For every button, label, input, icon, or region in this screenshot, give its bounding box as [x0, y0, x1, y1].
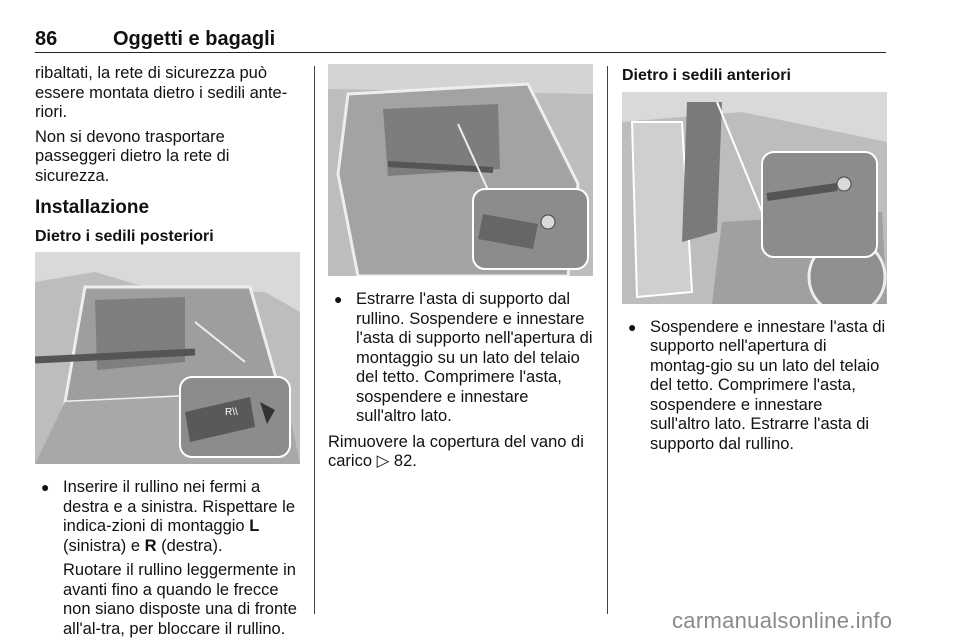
- column-3: [622, 64, 887, 454]
- column-2: [328, 64, 593, 477]
- figure-rear-seats-illustration: [35, 252, 300, 464]
- bullet-dot: ●: [334, 291, 343, 307]
- column-divider-2: [607, 66, 608, 614]
- page-number: 86: [35, 28, 58, 50]
- page-header: [35, 22, 886, 53]
- right-triangle-reference-icon: ▷: [376, 452, 390, 470]
- subsection-title-rear-seats: Dietro i sedili posteriori: [35, 227, 214, 245]
- intro-text: ribaltati, la rete di sicurezza può essere montata dietro i sedili ante-riori.: [35, 64, 288, 121]
- figure-label: R\\: [225, 407, 238, 418]
- cargo-cover-instruction: Rimuovere la copertura del vano di carico: [328, 432, 584, 470]
- bullet-dot: ●: [628, 318, 637, 335]
- page-title: Oggetti e bagagli: [113, 28, 276, 50]
- column-divider-1: [314, 66, 315, 614]
- list-item: [328, 290, 593, 427]
- bullet-text-part1: Inserire il rullino nei fermi a destra e a sinistra. Rispettare le indica-zioni di montaggio: [63, 478, 296, 535]
- subsection-title-front-seats: Dietro i sedili anteriori: [622, 67, 791, 84]
- bullet-text: Sospendere e innestare l'asta di supporto nell'apertura di montag-gio su un lato del telaio del tetto. Comprimere l'asta, sospendere e innestare sull'altro lato. Estrarre l'asta di supporto dal rullino.: [650, 317, 886, 453]
- figure-rod-illustration: [328, 64, 593, 276]
- section-title-installazione: Installazione: [35, 197, 150, 218]
- column-1: [35, 64, 300, 639]
- reference-page: 82.: [393, 452, 417, 470]
- bullet-continuation: Ruotare il rullino leggermente in avanti fino a quando le frecce non siano disposte una di fronte all'al-tra, per bloccare il rullino.: [63, 561, 297, 638]
- safety-note: Non si devono trasportare passeggeri dietro la rete di sicurezza.: [35, 127, 230, 185]
- bullet-left-symbol: L: [249, 517, 260, 535]
- bullet-text-part3: (destra).: [156, 536, 223, 555]
- figure-front-seats-illustration: [622, 92, 887, 304]
- list-item: [622, 318, 887, 455]
- cargo-cover-text: [328, 433, 593, 472]
- bullet-text: Estrarre l'asta di supporto dal rullino. Sospendere e innestare l'asta di supporto nell'apertura di montaggio su un lato del telaio del tetto. Comprimere l'asta, sospendere e innestare sull'altro lato.: [356, 290, 593, 425]
- bullet-dot: ●: [41, 479, 50, 495]
- watermark: carmanualsonline.info: [672, 608, 893, 633]
- bullet-text-part2: (sinistra) e: [63, 536, 145, 555]
- list-item: [35, 478, 300, 556]
- bullet-right-symbol: R: [144, 536, 157, 555]
